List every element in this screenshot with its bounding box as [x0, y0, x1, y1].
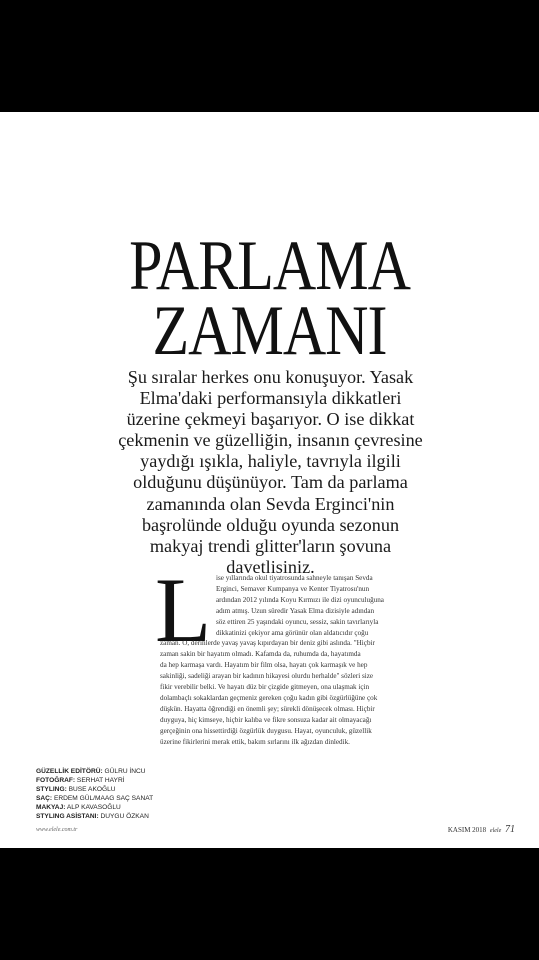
article-line: dolambaçlı sokaklardan geçmeniz gereken çoğu kadın gibi özgürlüğüne çok	[160, 693, 378, 702]
article-line: duyguya, hiç kimseye, hiçbir kalıba ve fikre sonsuza kadar ait olmayacağı	[160, 715, 372, 724]
credit-row	[36, 767, 153, 776]
article-line: Erginci, Semaver Kumpanya ve Kenter Tiyatrosu'nun	[216, 584, 370, 593]
article-line: düşkün. Hayatta öğrendiği en önemli şey; sürekli dönüşecek olması. Hiçbir	[160, 704, 375, 713]
credit-name: DUYGU ÖZKAN	[100, 813, 149, 820]
lead-line: davetlisiniz.	[226, 556, 315, 577]
lead-line: çekmenin ve güzelliğin, insanın çevresine	[118, 430, 423, 451]
article-line: gerçeğinin ona hissettirdiği özgürlük duygusu. Hayat, oyunculuk, güzellik	[160, 726, 372, 735]
credits-block	[36, 767, 153, 821]
credit-name: ALP KAVASOĞLU	[66, 804, 121, 811]
lead-line: üzerine çekmeyi başarıyor. O ise dikkat	[126, 409, 415, 430]
credit-row	[36, 812, 153, 821]
page-number: 71	[505, 824, 515, 835]
article-line: dikkatinizi çekiyor ama görünür olan aldatıcıdır çoğu	[216, 628, 369, 637]
credit-name: BUSE AKOĞLU	[68, 786, 116, 793]
credit-role: FOTOĞRAF:	[36, 777, 76, 784]
article-line: söz ettiren 25 yaşındaki oyuncu, sessiz, sakin tavırlarıyla	[216, 617, 379, 626]
lead-line: olduğunu düşünüyor. Tam da parlama	[133, 472, 408, 493]
credit-row	[36, 803, 153, 812]
credit-role: STYLING:	[36, 786, 67, 793]
article-line: adım atmış. Uzun süredir Yasak Elma dizisiyle adından	[216, 606, 375, 615]
lead-line: başrolünde olduğu oyunda sezonun	[141, 514, 400, 535]
article-line: üzerine fikirlerini merak ettik, bakım sırlarını ilk ağızdan dinledik.	[160, 737, 350, 746]
issue-date: KASIM 2018	[447, 826, 487, 834]
credit-name: ERDEM GÜL/MAAG SAÇ SANAT	[53, 795, 154, 802]
article-line: zaman. O, derinlerde yavaş yavaş kıpırdayan bir deniz gibi aslında. "Hiçbir	[160, 639, 375, 648]
article-line: sakinliği, sadeliği arayan bir kadının hikayesi olurdu herhalde" sözleri size	[160, 672, 374, 681]
article-line: fikir verebilir belki. Ve hayatı düz bir çizgide gitmeyen, ona ulaşmak için	[160, 683, 370, 691]
credit-name: GÜLRU İNCU	[104, 768, 146, 775]
credit-row	[36, 776, 153, 785]
lead-line: Elma'daki performansıyla dikkatleri	[139, 388, 402, 409]
magazine-name: elele	[489, 828, 502, 834]
title-line-1: PARLAMA	[129, 226, 410, 305]
magazine-page	[0, 112, 539, 848]
credit-role: MAKYAJ:	[36, 804, 66, 811]
title-line-2: ZAMANI	[152, 291, 387, 370]
lead-line: makyaj trendi glitter'ların şovuna	[149, 535, 392, 556]
lead-line: yaydığı ışıkla, haliyle, tavrıyla ilgili	[140, 451, 401, 472]
lead-line: Şu sıralar herkes onu konuşuyor. Yasak	[127, 367, 414, 387]
credit-name: SERHAT HAYRİ	[76, 777, 125, 784]
website-url: www.elele.com.tr	[36, 827, 78, 833]
credit-role: STYLING ASİSTANI:	[36, 813, 99, 820]
folio	[448, 824, 515, 835]
credit-row	[36, 794, 153, 803]
article-line: ardından 2012 yılında Koyu Kırmızı ile dizi oyunculuğuna	[216, 595, 384, 604]
credit-role: GÜZELLİK EDİTÖRÜ:	[36, 768, 103, 775]
credit-role: SAÇ:	[36, 795, 53, 802]
lead-line: zamanında olan Sevda Erginci'nin	[146, 493, 395, 514]
article-line: ise yıllarında okul tiyatrosunda sahneyle tanışan Sevda	[216, 574, 373, 582]
article-line: da hep karmaşa vardı. Hayatım bir film olsa, hayatı çok karmaşık ve hep	[160, 661, 368, 670]
lead-paragraph	[52, 367, 489, 578]
credit-row	[36, 785, 153, 794]
article-line: zaman sakin bir hayatım olmadı. Kafamda da, ruhumda da, hayatımda	[160, 650, 361, 659]
drop-cap: L	[155, 559, 212, 661]
